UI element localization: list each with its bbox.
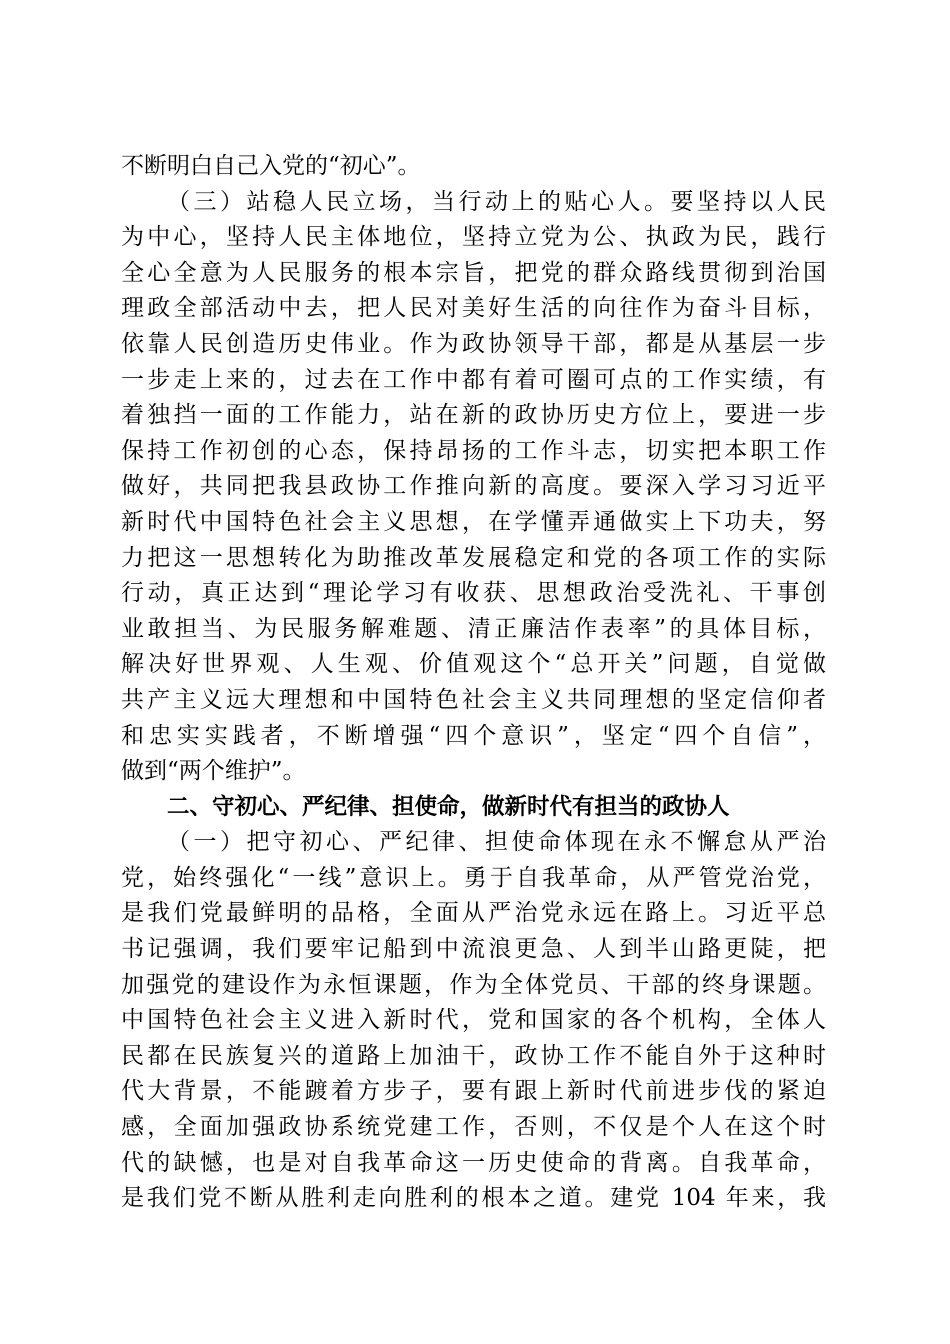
paragraph-line: 做好，共同把我县政协工作推向新的高度。要深入学习习近平: [121, 473, 826, 500]
paragraph-line: 力把这一思想转化为助推改革发展稳定和党的各项工作的实际: [121, 544, 826, 571]
section-heading: 二、守初心、严纪律、担使命，做新时代有担当的政协人: [167, 793, 730, 820]
paragraph-line: 业敢担当、为民服务解难题、清正廉洁作表率”的具体目标，: [121, 615, 826, 642]
paragraph-line: 书记强调，我们要牢记船到中流浪更急、人到半山路更陡，把: [121, 936, 826, 963]
paragraph-line: 党，始终强化“一线”意识上。勇于自我革命，从严管党治党，: [121, 864, 826, 891]
paragraph-line: 理政全部活动中去，把人民对美好生活的向往作为奋斗目标，: [121, 295, 826, 322]
paragraph-line: 保持工作初创的心态，保持昂扬的工作斗志，切实把本职工作: [121, 437, 826, 464]
paragraph-line: 不断明白自己入党的“初心”。: [121, 153, 421, 179]
paragraph-line: 行动，真正达到“理论学习有收获、思想政治受洗礼、干事创: [121, 580, 826, 607]
paragraph-line: 全心全意为人民服务的根本宗旨，把党的群众路线贯彻到治国: [121, 259, 826, 286]
paragraph-line: 为中心，坚持人民主体地位，坚持立党为公、执政为民，践行: [121, 224, 826, 251]
paragraph-line: 一步走上来的，过去在工作中都有着可圈可点的工作实绩，有: [121, 366, 826, 393]
paragraph-line: 是我们党不断从胜利走向胜利的根本之道。建党 104 年来，我: [121, 1185, 826, 1212]
paragraph-line: 是我们党最鲜明的品格，全面从严治党永远在路上。习近平总: [121, 900, 826, 927]
paragraph-line: 做到“两个维护”。: [121, 758, 306, 785]
document-body: [121, 149, 826, 1217]
paragraph-line: 民都在民族复兴的道路上加油干，政协工作不能自外于这种时: [121, 1042, 826, 1069]
paragraph-line: 着独挡一面的工作能力，站在新的政协历史方位上，要进一步: [121, 402, 826, 429]
paragraph-line: 加强党的建设作为永恒课题，作为全体党员、干部的终身课题。: [121, 971, 826, 998]
paragraph-line: 共产主义远大理想和中国特色社会主义共同理想的坚定信仰者: [121, 686, 826, 713]
paragraph-line: 代大背景，不能踱着方步子，要有跟上新时代前进步伐的紧迫: [121, 1078, 826, 1105]
paragraph-line: 新时代中国特色社会主义思想，在学懂弄通做实上下功夫，努: [121, 508, 826, 535]
paragraph-line: 依靠人民创造历史伟业。作为政协领导干部，都是从基层一步: [121, 330, 826, 357]
paragraph-line: 中国特色社会主义进入新时代，党和国家的各个机构，全体人: [121, 1007, 826, 1034]
subsection-heading-line: （三）站稳人民立场，当行动上的贴心人。要坚持以人民: [167, 188, 826, 215]
paragraph-line: 解决好世界观、人生观、价值观这个“总开关”问题，自觉做: [121, 651, 826, 678]
subsection-heading-line: （一）把守初心、严纪律、担使命体现在永不懈怠从严治: [167, 829, 826, 856]
paragraph-line: 和忠实实践者，不断增强“四个意识”，坚定“四个自信”，: [121, 722, 826, 749]
paragraph-line: 感，全面加强政协系统党建工作，否则，不仅是个人在这个时: [121, 1114, 826, 1141]
paragraph-line: 代的缺憾，也是对自我革命这一历史使命的背离。自我革命，: [121, 1149, 826, 1176]
